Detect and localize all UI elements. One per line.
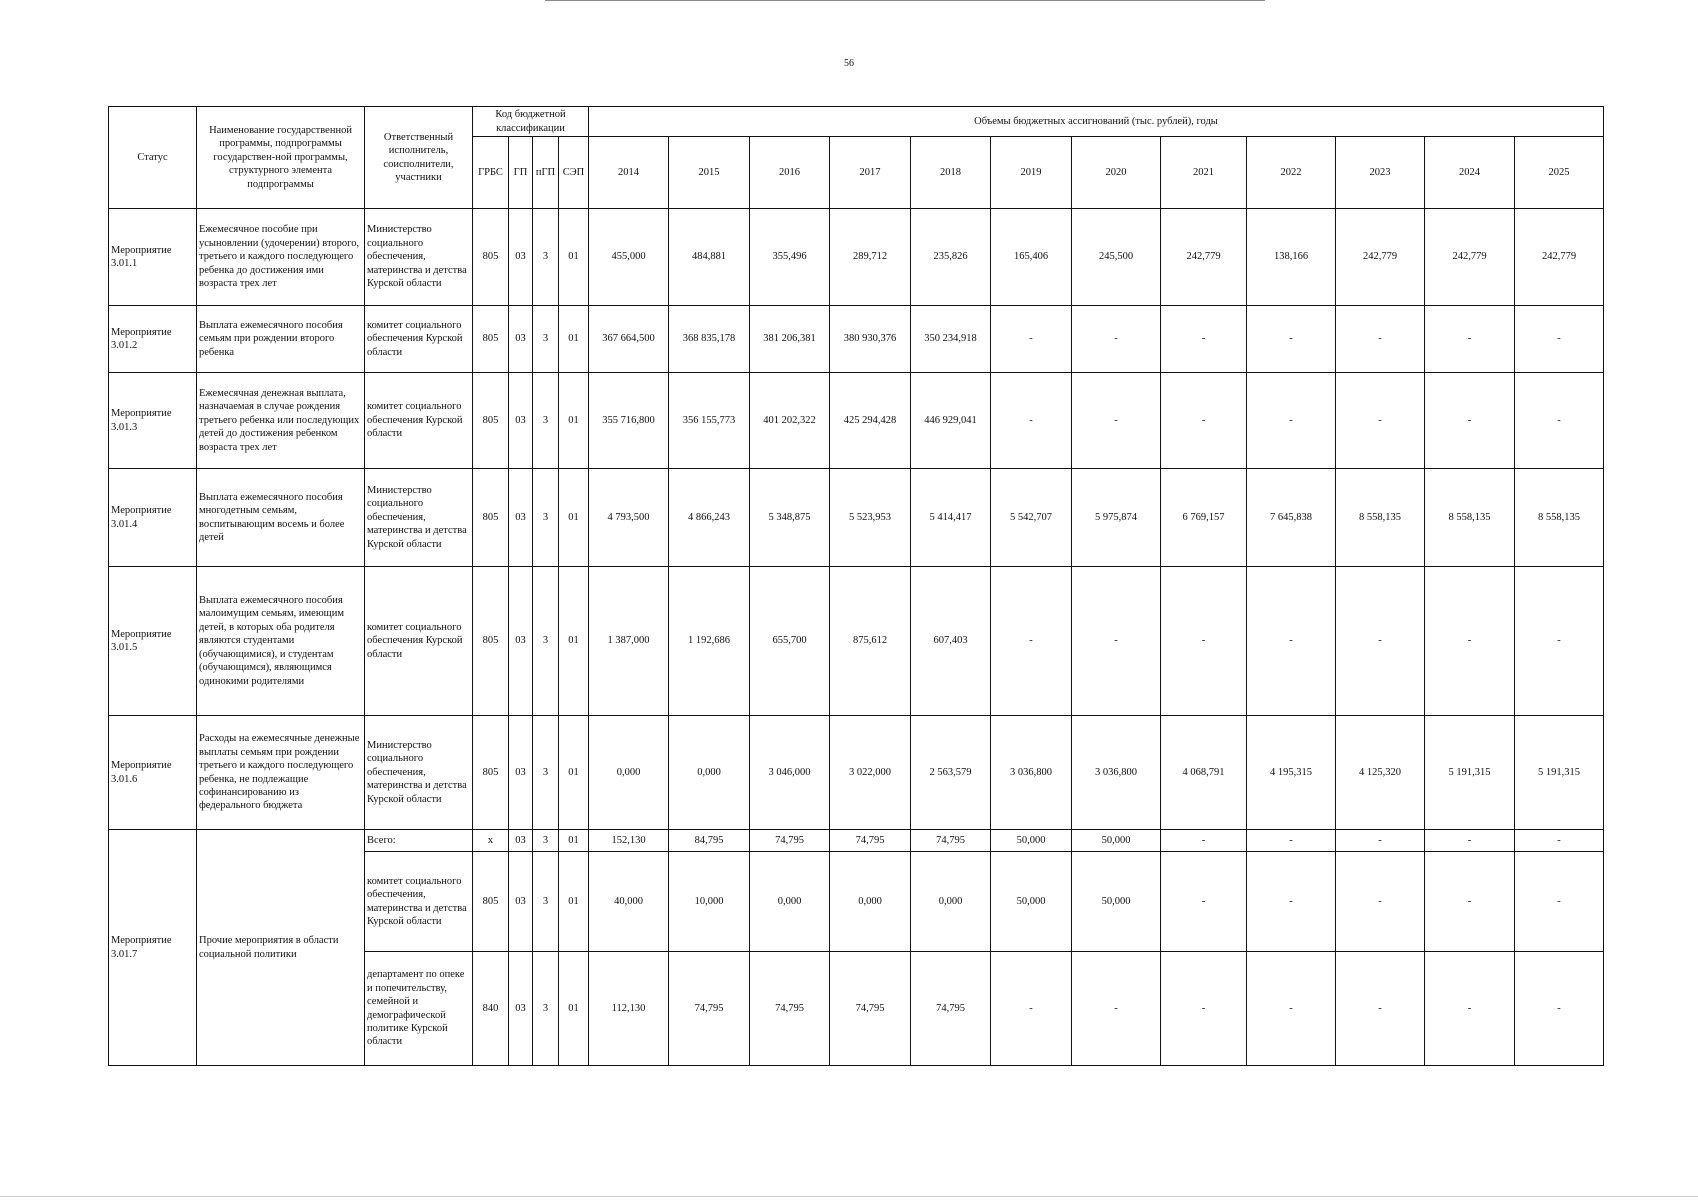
value-cell: 655,700 — [750, 567, 830, 716]
value-cell: 607,403 — [911, 567, 991, 716]
row-name: Прочие мероприятия в области социальной политики — [197, 830, 365, 1066]
header-year: 2020 — [1072, 137, 1161, 209]
code-sep: 01 — [559, 830, 589, 852]
header-year: 2021 — [1161, 137, 1247, 209]
value-cell: 8 558,135 — [1515, 469, 1604, 567]
value-cell: 446 929,041 — [911, 373, 991, 469]
value-cell: 7 645,838 — [1247, 469, 1336, 567]
value-cell: 165,406 — [991, 209, 1072, 306]
value-cell: 0,000 — [750, 852, 830, 952]
value-cell: - — [1336, 567, 1425, 716]
value-cell: - — [1072, 373, 1161, 469]
value-cell: 5 542,707 — [991, 469, 1072, 567]
code-gp: 03 — [509, 469, 533, 567]
value-cell: 138,166 — [1247, 209, 1336, 306]
value-cell: - — [1515, 373, 1604, 469]
row-executor: комитет социального обеспечения, материнства и детства Курской области — [365, 852, 473, 952]
value-cell: 6 769,157 — [1161, 469, 1247, 567]
value-cell: 50,000 — [1072, 830, 1161, 852]
table-row — [109, 567, 1604, 716]
value-cell: 875,612 — [830, 567, 911, 716]
header-year: 2014 — [589, 137, 669, 209]
code-grbs: 805 — [473, 373, 509, 469]
value-cell: 8 558,135 — [1336, 469, 1425, 567]
value-cell: 50,000 — [1072, 852, 1161, 952]
code-grbs: 805 — [473, 306, 509, 373]
value-cell: 3 036,800 — [991, 716, 1072, 830]
header-code-gp: ГП — [509, 137, 533, 209]
value-cell: - — [1425, 373, 1515, 469]
row-status: Мероприятие 3.01.7 — [109, 830, 197, 1066]
value-cell: 242,779 — [1515, 209, 1604, 306]
code-grbs: 840 — [473, 952, 509, 1066]
value-cell: 0,000 — [589, 716, 669, 830]
value-cell: - — [1161, 952, 1247, 1066]
value-cell: 380 930,376 — [830, 306, 911, 373]
value-cell: - — [1161, 852, 1247, 952]
value-cell: 3 036,800 — [1072, 716, 1161, 830]
value-cell: - — [1515, 830, 1604, 852]
value-cell: - — [1425, 306, 1515, 373]
row-executor: Министерство социального обеспечения, материнства и детства Курской области — [365, 469, 473, 567]
code-sep: 01 — [559, 952, 589, 1066]
value-cell: - — [1336, 306, 1425, 373]
value-cell: - — [1247, 567, 1336, 716]
value-cell: 355,496 — [750, 209, 830, 306]
value-cell: 2 563,579 — [911, 716, 991, 830]
value-cell: 0,000 — [830, 852, 911, 952]
value-cell: - — [1425, 830, 1515, 852]
table-row — [109, 830, 1604, 852]
code-sep: 01 — [559, 567, 589, 716]
value-cell: 455,000 — [589, 209, 669, 306]
header-year: 2025 — [1515, 137, 1604, 209]
header-volumes: Объемы бюджетных ассигнований (тыс. рублей), годы — [589, 107, 1604, 137]
value-cell: 1 387,000 — [589, 567, 669, 716]
value-cell: 245,500 — [1072, 209, 1161, 306]
code-grbs: 805 — [473, 567, 509, 716]
value-cell: 401 202,322 — [750, 373, 830, 469]
header-year: 2019 — [991, 137, 1072, 209]
value-cell: - — [1336, 373, 1425, 469]
value-cell: - — [1515, 952, 1604, 1066]
value-cell: 484,881 — [669, 209, 750, 306]
code-pgp: 3 — [533, 716, 559, 830]
code-pgp: 3 — [533, 567, 559, 716]
code-grbs: 805 — [473, 469, 509, 567]
row-status: Мероприятие 3.01.3 — [109, 373, 197, 469]
row-executor: комитет социального обеспечения Курской области — [365, 567, 473, 716]
code-gp: 03 — [509, 567, 533, 716]
code-pgp: 3 — [533, 209, 559, 306]
value-cell: 4 195,315 — [1247, 716, 1336, 830]
code-sep: 01 — [559, 306, 589, 373]
code-grbs: 805 — [473, 852, 509, 952]
value-cell: 40,000 — [589, 852, 669, 952]
row-status: Мероприятие 3.01.5 — [109, 567, 197, 716]
value-cell: 3 022,000 — [830, 716, 911, 830]
header-code-pgp: пГП — [533, 137, 559, 209]
value-cell: 4 125,320 — [1336, 716, 1425, 830]
value-cell: 0,000 — [669, 716, 750, 830]
value-cell: 5 191,315 — [1515, 716, 1604, 830]
code-gp: 03 — [509, 852, 533, 952]
value-cell: - — [1515, 567, 1604, 716]
code-grbs: 805 — [473, 209, 509, 306]
code-grbs: 805 — [473, 716, 509, 830]
value-cell: 381 206,381 — [750, 306, 830, 373]
row-executor: Всего: — [365, 830, 473, 852]
value-cell: 4 793,500 — [589, 469, 669, 567]
header-budget-code: Код бюджетной классификации — [473, 107, 589, 137]
value-cell: - — [1425, 852, 1515, 952]
value-cell: 84,795 — [669, 830, 750, 852]
header-name: Наименование государственной программы, подпрограммы государствен-ной программы, структурного элемента подпрограммы — [197, 107, 365, 209]
value-cell: 74,795 — [830, 952, 911, 1066]
value-cell: 289,712 — [830, 209, 911, 306]
value-cell: 50,000 — [991, 830, 1072, 852]
value-cell: 74,795 — [911, 952, 991, 1066]
value-cell: 152,130 — [589, 830, 669, 852]
value-cell: 3 046,000 — [750, 716, 830, 830]
header-year: 2024 — [1425, 137, 1515, 209]
value-cell: 5 523,953 — [830, 469, 911, 567]
value-cell: - — [1425, 567, 1515, 716]
value-cell: - — [1072, 306, 1161, 373]
code-gp: 03 — [509, 306, 533, 373]
code-sep: 01 — [559, 209, 589, 306]
code-gp: 03 — [509, 373, 533, 469]
value-cell: 0,000 — [911, 852, 991, 952]
code-sep: 01 — [559, 716, 589, 830]
table-row — [109, 716, 1604, 830]
header-year: 2016 — [750, 137, 830, 209]
value-cell: - — [1336, 952, 1425, 1066]
value-cell: 5 975,874 — [1072, 469, 1161, 567]
code-sep: 01 — [559, 469, 589, 567]
row-executor: Министерство социального обеспечения, материнства и детства Курской области — [365, 716, 473, 830]
value-cell: - — [1336, 852, 1425, 952]
header-code-sep: СЭП — [559, 137, 589, 209]
scan-bottom-edge-line — [0, 1196, 1698, 1197]
value-cell: 367 664,500 — [589, 306, 669, 373]
value-cell: 5 191,315 — [1425, 716, 1515, 830]
value-cell: - — [1161, 306, 1247, 373]
value-cell: - — [991, 373, 1072, 469]
value-cell: - — [1247, 373, 1336, 469]
value-cell: 356 155,773 — [669, 373, 750, 469]
page-number: 56 — [844, 58, 854, 69]
value-cell: 425 294,428 — [830, 373, 911, 469]
value-cell: 242,779 — [1425, 209, 1515, 306]
value-cell: 242,779 — [1336, 209, 1425, 306]
header-code-grbs: ГРБС — [473, 137, 509, 209]
value-cell: - — [1515, 306, 1604, 373]
header-executor: Ответственный исполнитель, соисполнители, участники — [365, 107, 473, 209]
row-name: Выплата ежемесячного пособия многодетным семьям, воспитывающим восемь и более детей — [197, 469, 365, 567]
row-executor: департамент по опеке и попечительству, семейной и демографической политике Курской области — [365, 952, 473, 1066]
value-cell: 1 192,686 — [669, 567, 750, 716]
code-pgp: 3 — [533, 952, 559, 1066]
value-cell: - — [1247, 830, 1336, 852]
value-cell: 355 716,800 — [589, 373, 669, 469]
code-gp: 03 — [509, 830, 533, 852]
row-status: Мероприятие 3.01.6 — [109, 716, 197, 830]
value-cell: - — [991, 306, 1072, 373]
code-gp: 03 — [509, 209, 533, 306]
table-row — [109, 373, 1604, 469]
value-cell: - — [1515, 852, 1604, 952]
value-cell: 5 414,417 — [911, 469, 991, 567]
row-executor: комитет социального обеспечения Курской области — [365, 306, 473, 373]
value-cell: - — [1247, 852, 1336, 952]
value-cell: 350 234,918 — [911, 306, 991, 373]
row-name: Ежемесячное пособие при усыновлении (удочерении) второго, третьего и каждого последующего ребенка до достижения ими возраста трех лет — [197, 209, 365, 306]
table-row — [109, 469, 1604, 567]
value-cell: 10,000 — [669, 852, 750, 952]
value-cell: 50,000 — [991, 852, 1072, 952]
row-status: Мероприятие 3.01.1 — [109, 209, 197, 306]
header-year: 2017 — [830, 137, 911, 209]
row-name: Выплата ежемесячного пособия малоимущим семьям, имеющим детей, в которых оба родителя являются студентами (обучающимися), и студентам (обучающимся), являющимся одинокими родителями — [197, 567, 365, 716]
header-status: Статус — [109, 107, 197, 209]
value-cell: 368 835,178 — [669, 306, 750, 373]
value-cell: 8 558,135 — [1425, 469, 1515, 567]
code-sep: 01 — [559, 852, 589, 952]
row-executor: комитет социального обеспечения Курской области — [365, 373, 473, 469]
code-pgp: 3 — [533, 852, 559, 952]
code-pgp: 3 — [533, 373, 559, 469]
code-gp: 03 — [509, 716, 533, 830]
scan-top-edge-line — [545, 0, 1265, 1]
value-cell: 235,826 — [911, 209, 991, 306]
value-cell: - — [991, 567, 1072, 716]
code-sep: 01 — [559, 373, 589, 469]
code-pgp: 3 — [533, 830, 559, 852]
row-name: Ежемесячная денежная выплата, назначаемая в случае рождения третьего ребенка или последующих детей до достижения ребенком возраста трех лет — [197, 373, 365, 469]
table-row — [109, 209, 1604, 306]
value-cell: 112,130 — [589, 952, 669, 1066]
value-cell: - — [1336, 830, 1425, 852]
row-status: Мероприятие 3.01.2 — [109, 306, 197, 373]
value-cell: 4 866,243 — [669, 469, 750, 567]
value-cell: 74,795 — [750, 952, 830, 1066]
code-pgp: 3 — [533, 469, 559, 567]
value-cell: - — [1425, 952, 1515, 1066]
code-pgp: 3 — [533, 306, 559, 373]
value-cell: 74,795 — [830, 830, 911, 852]
value-cell: 74,795 — [911, 830, 991, 852]
value-cell: - — [1247, 952, 1336, 1066]
header-row-1 — [109, 107, 1604, 137]
value-cell: 74,795 — [750, 830, 830, 852]
value-cell: - — [1161, 373, 1247, 469]
table-row — [109, 306, 1604, 373]
header-year: 2023 — [1336, 137, 1425, 209]
row-name: Выплата ежемесячного пособия семьям при рождении второго ребенка — [197, 306, 365, 373]
row-status: Мероприятие 3.01.4 — [109, 469, 197, 567]
value-cell: 5 348,875 — [750, 469, 830, 567]
code-gp: 03 — [509, 952, 533, 1066]
value-cell: - — [991, 952, 1072, 1066]
value-cell: - — [1072, 952, 1161, 1066]
value-cell: - — [1072, 567, 1161, 716]
value-cell: - — [1247, 306, 1336, 373]
row-name: Расходы на ежемесячные денежные выплаты семьям при рождении третьего и каждого последующего ребенка, не подлежащие софинансированию из федерального бюджета — [197, 716, 365, 830]
value-cell: - — [1161, 567, 1247, 716]
header-year: 2018 — [911, 137, 991, 209]
value-cell: 74,795 — [669, 952, 750, 1066]
row-executor: Министерство социального обеспечения, материнства и детства Курской области — [365, 209, 473, 306]
code-grbs: х — [473, 830, 509, 852]
header-year: 2015 — [669, 137, 750, 209]
header-year: 2022 — [1247, 137, 1336, 209]
budget-table — [108, 106, 1604, 1066]
value-cell: 242,779 — [1161, 209, 1247, 306]
value-cell: 4 068,791 — [1161, 716, 1247, 830]
value-cell: - — [1161, 830, 1247, 852]
